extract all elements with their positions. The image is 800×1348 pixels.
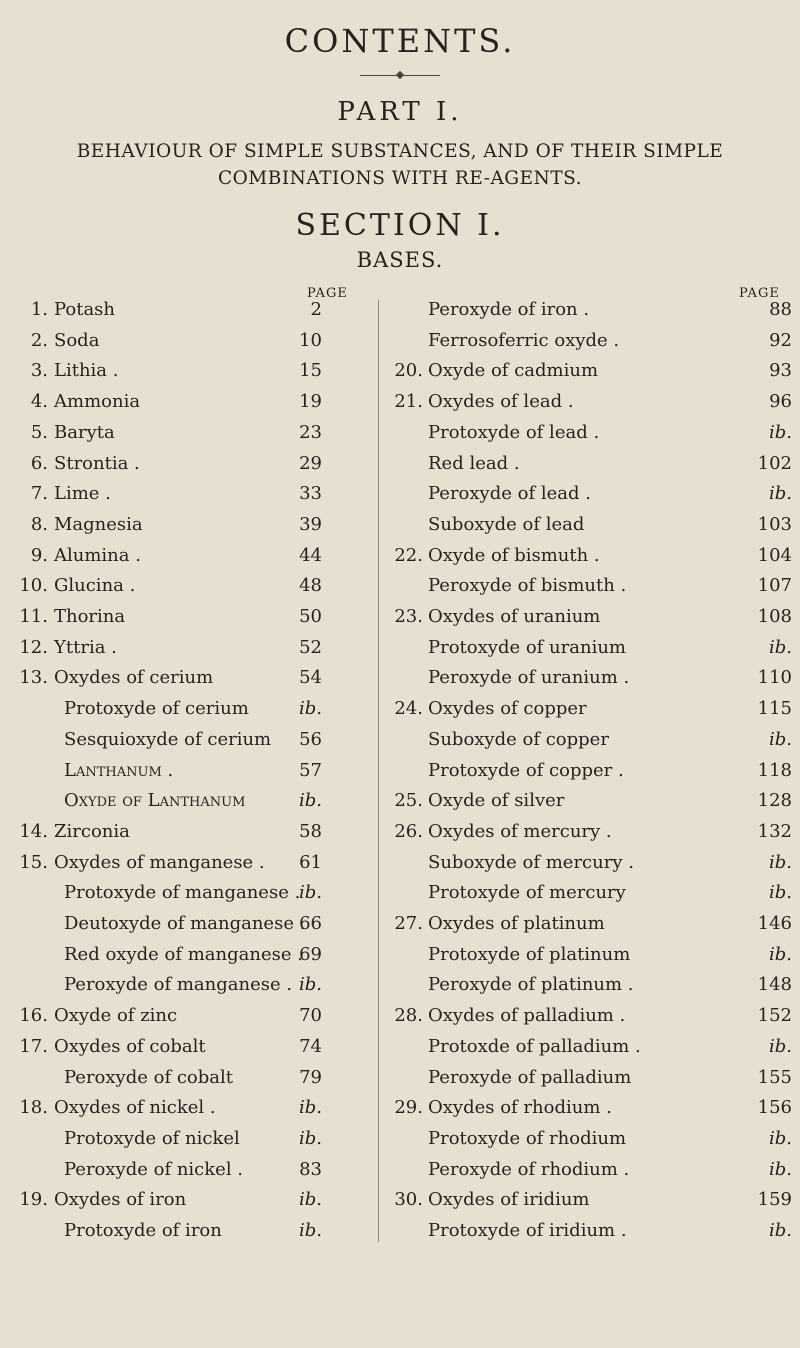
entry-page: 58 <box>299 820 322 842</box>
toc-entry <box>0 1036 800 1066</box>
toc-entry <box>0 637 800 667</box>
entry-number: 11. <box>19 606 48 627</box>
entry-page: 88 <box>769 299 792 320</box>
entry-title: Protoxyde of copper . <box>428 759 624 781</box>
entry-page: ib. <box>768 1220 792 1241</box>
entry-title: Lime . <box>54 483 111 505</box>
entry-page: 54 <box>299 667 322 689</box>
entry-title: Peroxyde of palladium <box>428 1066 632 1088</box>
entry-title: Thorina <box>54 606 126 627</box>
entry-page: ib. <box>298 974 322 996</box>
entry-page: 66 <box>299 913 322 934</box>
entry-page: ib. <box>768 636 792 658</box>
entry-page: 50 <box>299 606 322 627</box>
entry-number: 5. <box>30 421 48 443</box>
entry-title: Oxydes of cerium <box>54 667 214 689</box>
entry-title: Yttria . <box>54 636 117 658</box>
entry-title: Protoxyde of cerium <box>64 698 249 720</box>
toc-entry <box>0 729 800 759</box>
entry-number: 20. <box>394 360 423 382</box>
entry-number: 16. <box>19 1005 48 1027</box>
entry-number: 15. <box>19 851 48 873</box>
entry-number: 3. <box>30 360 48 382</box>
entry-page: 159 <box>757 1189 792 1211</box>
entry-page: 2 <box>310 299 322 320</box>
toc-entry <box>0 974 800 1004</box>
entry-number: 28. <box>394 1005 423 1027</box>
entry-page: 57 <box>299 759 322 781</box>
entry-number: 1. <box>30 299 48 320</box>
entry-number: 30. <box>394 1189 423 1211</box>
entry-page: ib. <box>768 851 792 873</box>
entry-number: 29. <box>394 1097 423 1119</box>
toc-entry <box>0 606 800 636</box>
entry-page: 15 <box>299 360 322 382</box>
entry-title: Oxydes of iridium <box>428 1189 590 1211</box>
toc-entry <box>0 1159 800 1189</box>
entry-title: Oxydes of mercury . <box>428 820 612 842</box>
entry-page: 79 <box>299 1066 322 1088</box>
entry-title: Oxydes of copper <box>428 698 587 720</box>
entry-title: Peroxyde of platinum . <box>428 974 634 996</box>
entry-title: Peroxyde of rhodium . <box>428 1158 630 1180</box>
toc-entry <box>0 852 800 882</box>
toc-entry <box>0 422 800 452</box>
entry-number: 19. <box>19 1189 48 1211</box>
entry-number: 4. <box>30 391 48 413</box>
entry-title: Oxyde of silver <box>428 790 565 812</box>
entry-page: 83 <box>299 1158 322 1180</box>
entry-number: 22. <box>394 544 423 566</box>
entry-page: 29 <box>299 452 322 474</box>
entry-title: Protoxyde of uranium <box>428 636 626 658</box>
entry-page: 155 <box>757 1066 792 1088</box>
toc-entry <box>0 1005 800 1035</box>
entry-title: Oxyde of bismuth . <box>428 544 600 566</box>
entry-title: Peroxyde of uranium . <box>428 667 630 689</box>
entry-title: Peroxyde of manganese . <box>64 974 293 996</box>
entry-page: ib. <box>298 790 322 812</box>
entry-page: 146 <box>757 913 792 934</box>
entry-title: Alumina . <box>54 544 141 566</box>
entry-page: 56 <box>299 728 322 750</box>
entry-title: Protoxyde of mercury <box>428 882 626 904</box>
toc-entry <box>0 483 800 513</box>
entry-page: ib. <box>298 1127 322 1149</box>
entry-title: Oxydes of iron <box>54 1189 187 1211</box>
part-heading: PART I. <box>337 97 463 127</box>
entry-number: 18. <box>19 1097 48 1119</box>
entry-number: 8. <box>30 513 48 535</box>
toc-entry <box>0 882 800 912</box>
entry-title: Baryta <box>54 421 115 443</box>
toc-entry <box>0 575 800 605</box>
entry-number: 2. <box>30 329 48 351</box>
entry-number: 25. <box>394 790 423 812</box>
entry-title: Oxyde of Lanthanum <box>64 790 246 812</box>
entry-page: 102 <box>757 452 792 474</box>
entry-page: ib. <box>298 1220 322 1241</box>
toc-entry <box>0 1189 800 1219</box>
entry-page: 110 <box>757 667 792 689</box>
entry-page: 118 <box>757 759 792 781</box>
entry-title: Protoxyde of rhodium <box>428 1127 627 1149</box>
entry-page: ib. <box>768 728 792 750</box>
entry-title: Protoxyde of nickel <box>64 1127 240 1149</box>
entry-page: ib. <box>768 1127 792 1149</box>
entry-page: ib. <box>298 1097 322 1119</box>
entry-page: 104 <box>757 544 792 566</box>
entry-number: 23. <box>394 606 423 627</box>
toc-entry <box>0 821 800 851</box>
entry-page: ib. <box>768 1158 792 1180</box>
entry-title: Protoxde of palladium . <box>428 1035 641 1057</box>
entry-title: Deutoxyde of manganese . <box>64 913 306 934</box>
toc-entry <box>0 1220 800 1250</box>
entry-page: 128 <box>757 790 792 812</box>
toc-entry <box>0 760 800 790</box>
toc-entry <box>0 698 800 728</box>
entry-page: 69 <box>299 943 322 965</box>
toc-entry <box>0 1067 800 1097</box>
entry-title: Peroxyde of iron . <box>428 299 590 320</box>
entry-page: ib. <box>298 698 322 720</box>
entry-title: Oxydes of uranium <box>428 606 601 627</box>
entry-number: 27. <box>394 913 423 934</box>
entry-title: Red lead . <box>428 452 520 474</box>
entry-page: 33 <box>299 483 322 505</box>
entry-title: Zirconia <box>54 820 130 842</box>
entry-page: 156 <box>757 1097 792 1119</box>
entry-title: Oxydes of platinum <box>428 913 605 934</box>
entry-title: Potash <box>54 299 116 320</box>
entry-title: Oxydes of palladium . <box>428 1005 626 1027</box>
entry-title: Lithia . <box>54 360 119 382</box>
entry-page: ib. <box>298 1189 322 1211</box>
entry-page: ib. <box>298 882 322 904</box>
toc-entry <box>0 1097 800 1127</box>
entry-page: 70 <box>299 1005 322 1027</box>
entry-page: 61 <box>299 851 322 873</box>
entry-title: Protoxyde of iron <box>64 1220 222 1241</box>
entry-title: Protoxyde of manganese . <box>64 882 301 904</box>
entry-title: Oxyde of cadmium <box>428 360 599 382</box>
entry-page: ib. <box>768 483 792 505</box>
page-title: CONTENTS. <box>284 22 516 60</box>
entry-title: Suboxyde of copper <box>428 728 609 750</box>
entry-title: Peroxyde of bismuth . <box>428 575 627 597</box>
entry-number: 7. <box>30 483 48 505</box>
toc-entry <box>0 330 800 360</box>
entry-page: ib. <box>768 421 792 443</box>
entry-title: Protoxyde of platinum <box>428 943 631 965</box>
entry-page: 39 <box>299 513 322 535</box>
entry-number: 9. <box>30 544 48 566</box>
entry-title: Lanthanum . <box>64 759 174 781</box>
entry-page: 132 <box>757 820 792 842</box>
entry-number: 14. <box>19 820 48 842</box>
entry-title: Glucina . <box>54 575 136 597</box>
entry-page: 74 <box>299 1035 322 1057</box>
entry-page: 44 <box>299 544 322 566</box>
toc-entry <box>0 790 800 820</box>
entry-number: 21. <box>394 391 423 413</box>
page-column-label-right: PAGE <box>739 286 780 301</box>
entry-number: 6. <box>30 452 48 474</box>
entry-title: Suboxyde of lead <box>428 513 585 535</box>
entry-title: Peroxyde of nickel . <box>64 1158 244 1180</box>
entry-title: Ferrosoferric oxyde . <box>428 329 620 351</box>
entry-page: ib. <box>768 943 792 965</box>
entry-title: Oxydes of cobalt <box>54 1035 206 1057</box>
entry-title: Red oxyde of manganese . <box>64 943 303 965</box>
entry-page: 92 <box>769 329 792 351</box>
toc-entry <box>0 299 800 329</box>
entry-title: Peroxyde of lead . <box>428 483 591 505</box>
entry-title: Soda <box>54 329 100 351</box>
entry-title: Suboxyde of mercury . <box>428 851 634 873</box>
entry-number: 10. <box>19 575 48 597</box>
entry-number: 24. <box>394 698 423 720</box>
entry-title: Peroxyde of cobalt <box>64 1066 233 1088</box>
page-column-label-left: PAGE <box>307 286 348 301</box>
entry-page: 52 <box>299 636 322 658</box>
entry-number: 26. <box>394 820 423 842</box>
toc-entry <box>0 391 800 421</box>
entry-number: 17. <box>19 1035 48 1057</box>
entry-page: 107 <box>757 575 792 597</box>
rule-ornament <box>396 71 404 79</box>
entry-title: Protoxyde of iridium . <box>428 1220 627 1241</box>
toc-entry <box>0 453 800 483</box>
entry-title: Oxyde of zinc <box>54 1005 178 1027</box>
entry-title: Sesquioxyde of cerium <box>64 728 272 750</box>
toc-entry <box>0 913 800 943</box>
entry-page: 152 <box>757 1005 792 1027</box>
entry-number: 13. <box>19 667 48 689</box>
entry-title: Oxydes of manganese . <box>54 851 265 873</box>
toc-entry <box>0 1128 800 1158</box>
toc-entry <box>0 360 800 390</box>
entry-title: Oxydes of nickel . <box>54 1097 216 1119</box>
entry-title: Protoxyde of lead . <box>428 421 600 443</box>
entry-page: 103 <box>757 513 792 535</box>
entry-page: 10 <box>299 329 322 351</box>
entry-page: 148 <box>757 974 792 996</box>
entry-title: Oxydes of lead . <box>428 391 574 413</box>
toc-entry <box>0 545 800 575</box>
entry-page: 108 <box>757 606 792 627</box>
entry-number: 12. <box>19 636 48 658</box>
part-subtitle-line-1: BEHAVIOUR OF SIMPLE SUBSTANCES, AND OF THEIR SIMPLE <box>76 141 724 162</box>
section-heading: SECTION I. <box>295 208 505 243</box>
entry-page: ib. <box>768 882 792 904</box>
section-title: BASES. <box>356 248 444 272</box>
entry-page: 19 <box>299 391 322 413</box>
entry-title: Strontia . <box>54 452 140 474</box>
entry-title: Oxydes of rhodium . <box>428 1097 612 1119</box>
part-subtitle-line-2: COMBINATIONS WITH RE-AGENTS. <box>217 168 583 189</box>
toc-entry <box>0 667 800 697</box>
entry-page: 93 <box>769 360 792 382</box>
entry-page: 48 <box>299 575 322 597</box>
entry-title: Ammonia <box>54 391 141 413</box>
toc-entry <box>0 944 800 974</box>
entry-page: 115 <box>757 698 792 720</box>
entry-page: 96 <box>769 391 792 413</box>
entry-title: Magnesia <box>54 513 143 535</box>
entry-page: 23 <box>299 421 322 443</box>
entry-page: ib. <box>768 1035 792 1057</box>
toc-entry <box>0 514 800 544</box>
